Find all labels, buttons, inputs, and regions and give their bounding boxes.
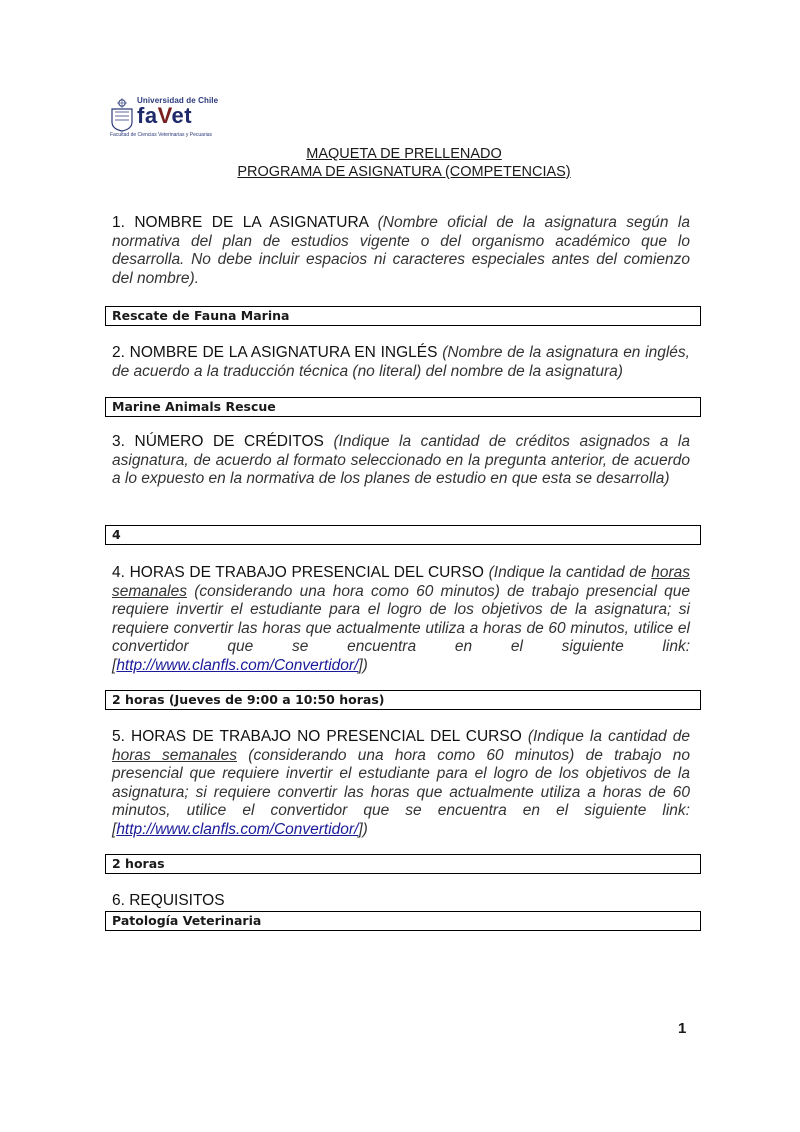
brand-wordmark: faVet	[137, 103, 193, 128]
section-2	[112, 344, 690, 381]
section-4	[112, 564, 690, 675]
section-4-heading: 4. HORAS DE TRABAJO PRESENCIAL DEL CURSO	[112, 564, 484, 581]
section-1-description: (Nombre oficial de la asignatura según la normativa del plan de estudios vigente o del organismo académico que lo desarrolla. No debe incluir espacios ni caracteres especiales antes del comienzo del nombre).	[112, 214, 690, 287]
section-3-answer: 4	[105, 525, 701, 545]
section-4-description: (Indique la cantidad de horas semanales (considerando una hora como 60 minutos) de trabajo presencial que requiere invertir el estudiante para el logro de los objetivos de la asignatura; si requiere convertir las horas que actualmente utiliza a horas de 60 minutos, utilice el convertidor que se encuentra en el siguiente link: [http://www.clanfls.com/Convertidor/])	[112, 564, 690, 674]
section-6-answer: Patología Veterinaria	[105, 911, 701, 931]
title-line-2: PROGRAMA DE ASIGNATURA (COMPETENCIAS)	[237, 164, 571, 180]
section-2-answer: Marine Animals Rescue	[105, 397, 701, 417]
section-5-heading: 5. HORAS DE TRABAJO NO PRESENCIAL DEL CURSO	[112, 728, 522, 745]
section-4-converter-link[interactable]: http://www.clanfls.com/Convertidor/	[116, 656, 359, 674]
section-1	[112, 214, 690, 288]
section-3-description: (Indique la cantidad de créditos asignados a la asignatura, de acuerdo al formato seleccionado en la pregunta anterior, de acuerdo a lo expuesto en la normativa de los planes de estudio en que esta se desarrolla)	[112, 433, 690, 487]
section-5-description: (Indique la cantidad de horas semanales (considerando una hora como 60 minutos) de trabajo no presencial que requiere invertir el estudiante para el logro de los objetivos de la asignatura; si requiere convertir las horas que actualmente utiliza a horas de 60 minutos, utilice el convertidor que se encuentra en el siguiente link: [http://www.clanfls.com/Convertidor/])	[112, 728, 690, 838]
section-2-heading: 2. NOMBRE DE LA ASIGNATURA EN INGLÉS	[112, 344, 438, 361]
university-shield-icon	[110, 98, 134, 132]
section-1-answer: Rescate de Fauna Marina	[105, 306, 701, 326]
section-1-heading: 1. NOMBRE DE LA ASIGNATURA	[112, 214, 369, 231]
section-3-heading: 3. NÚMERO DE CRÉDITOS	[112, 433, 324, 450]
document-title	[110, 145, 698, 181]
faculty-name: Facultad de Ciencias Veterinarias y Pecuarias	[110, 132, 212, 138]
section-6-heading: 6. REQUISITOS	[112, 892, 225, 909]
section-5-answer: 2 horas	[105, 854, 701, 874]
faculty-logo	[110, 94, 230, 140]
section-2-description: (Nombre de la asignatura en inglés, de acuerdo a la traducción técnica (no literal) del nombre de la asignatura)	[112, 344, 690, 380]
university-name: Universidad de Chile	[137, 96, 219, 105]
page-number: 1	[678, 1020, 687, 1037]
section-3	[112, 433, 690, 489]
section-6	[112, 892, 690, 911]
title-line-1: MAQUETA DE PRELLENADO	[306, 146, 502, 162]
section-5	[112, 728, 690, 839]
section-5-converter-link[interactable]: http://www.clanfls.com/Convertidor/	[116, 820, 359, 838]
section-4-answer: 2 horas (Jueves de 9:00 a 10:50 horas)	[105, 690, 701, 710]
